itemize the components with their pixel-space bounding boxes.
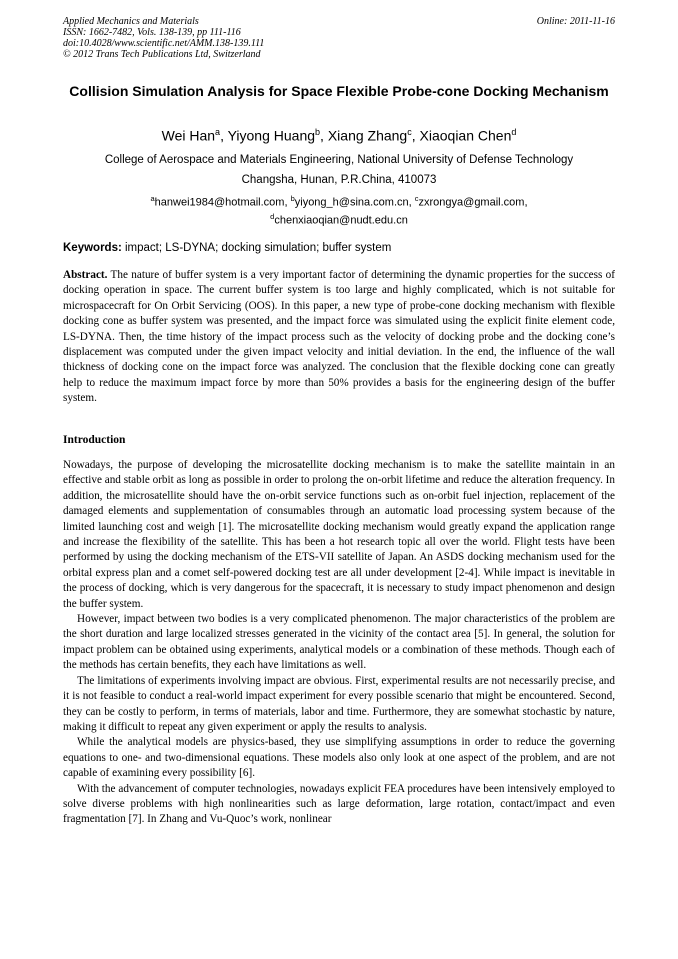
email-sup: c	[414, 194, 419, 203]
keywords	[63, 241, 615, 255]
email-address: zxrongya@gmail.com	[418, 196, 525, 209]
email-address: hanwei1984@hotmail.com	[154, 196, 285, 209]
author-sup: c	[407, 127, 412, 137]
author-name: Xiaoqian Chen	[419, 127, 512, 144]
author-sup: b	[315, 127, 321, 137]
email-sup: b	[290, 194, 295, 203]
paragraph: However, impact between two bodies is a very complicated phenomenon. The major characteristics of the problem are the short duration and large localized stresses generated in the vicinity of the contact area [5]. In general, the solution for impact problem can be obtained using experiments, analytical models or a combination of these methods. Though each of the methods has certain benefits, they each have limitations as well.	[63, 613, 615, 672]
affiliation	[63, 150, 615, 190]
affiliation-institution: College of Aerospace and Materials Engineering, National University of Defense Technology	[104, 154, 574, 166]
email-sup: a	[150, 194, 155, 203]
author-list: Wei Han$^a$, Yiyong Huang$^b$, Xiang Zhang$^c$, Xiaoqian Chen$^d$	[161, 127, 517, 144]
paper-title: Collision Simulation Analysis for Space Flexible Probe-cone Docking Mechanism	[69, 83, 609, 99]
keywords-text: impact; LS-DYNA; docking simulation; buffer system	[121, 242, 392, 254]
email-list: $^a$hanwei1984@hotmail.com, $^b$yiyong_h@sina.com.cn, $^c$zxrongya@gmail.com, $^d$chenxiaoqian@nudt.edu.cn	[150, 194, 528, 227]
author-name: Wei Han	[161, 127, 216, 144]
journal-info	[63, 16, 264, 60]
author-sup: a	[215, 127, 221, 137]
author-sup: d	[511, 127, 517, 137]
paragraph: Nowadays, the purpose of developing the microsatellite docking mechanism is to make the satellite maintain in an effective and stable orbit as long as possible in order to prolong the on-orbit lifetime and reduce the alteration frequency. In addition, the microsatellite should have the on-orbit service functions such as on-orbit fuel injection, replacement of the damaged elements and supplementation of consumables through an automatic load processing system because of the limited launching cost and weigh [1]. The microsatellite docking mechanism would greatly expand the application range and increase the flexibility of the satellite. This has been a hot research topic all over the world. Flight tests have been performed by using the docking mechanism of the ETS-VII satellite of Japan. An ASDS docking mechanism used for the orbital express plan and a comet self-powered docking test are all under development [2-4]. While impact is inevitable in the process of docking, which is very dangerous for the spacecraft, it is necessary to study impact phenomenon and design the buffer system.	[63, 459, 615, 610]
email-address: chenxiaoqian@nudt.edu.cn	[274, 214, 408, 227]
copyright-line: © 2012 Trans Tech Publications Ltd, Switzerland	[63, 49, 261, 60]
online-date: Online: 2011-11-16	[536, 16, 615, 27]
abstract	[63, 268, 615, 407]
affiliation-address: Changsha, Hunan, P.R.China, 410073	[241, 174, 437, 186]
paragraph: The limitations of experiments involving impact are obvious. First, experimental results are not necessarily precise, and it is not feasible to conduct a real-world impact experiment for every possible scenario that might be encountered. Second, they can be costly to perform, in terms of materials, labor and time. Furthermore, they are somewhat stochastic by nature, making it difficult to repeat any given experiment or apply the results to analysis.	[63, 674, 615, 733]
doi-line: doi:10.4028/www.scientific.net/AMM.138-139.111	[63, 38, 265, 49]
author-name: Yiyong Huang	[227, 127, 316, 144]
section-heading-introduction: Introduction	[63, 434, 126, 446]
paragraph: With the advancement of computer technologies, nowadays explicit FEA procedures have been intensively employed to solve diverse problems with high nonlinearities such as large deformation, large rotation, contact/impact and even fragmentation [7]. In Zhang and Vu-Quoc’s work, nonlinear	[63, 782, 615, 826]
keywords-label: Keywords:	[63, 242, 122, 254]
paragraph: While the analytical models are physics-based, they use simplifying assumptions in order to reduce the governing equations to one- and two-dimensional equations. These models also only look at one aspect of the problem, and are not capable of examining every possibility [6].	[63, 736, 615, 780]
issn-line: ISSN: 1662-7482, Vols. 138-139, pp 111-116	[63, 27, 241, 38]
author-name: Xiang Zhang	[327, 127, 408, 144]
journal-name: Applied Mechanics and Materials	[63, 16, 199, 27]
email-sup: d	[270, 211, 275, 221]
email-address: yiyong_h@sina.com.cn	[294, 196, 409, 209]
introduction-body	[63, 458, 615, 828]
abstract-text: The nature of buffer system is a very important factor of determining the dynamic properties for the success of docking operation in space. The current buffer system is too large and highly complicated, which is not suitable for microspacecraft for On Orbit Servicing (OOS). In this paper, a new type of probe-cone docking mechanism with flexible docking cone as buffer system was presented, and the impact force was simulated using the explicit finite element code, LS-DYNA. Then, the time history of the impact process such as the velocity of docking probe and the docking cone’s displacement was computed under the given impact velocity and initial deviation. In the end, the influence of the wall thickness of docking cone on the impact force was analyzed. The conclusion that the flexible docking cone can greatly help to reduce the maximum impact force by more than 50% provides a basis for the engineering design of the buffer system.	[63, 269, 615, 405]
abstract-label: Abstract.	[63, 269, 108, 281]
